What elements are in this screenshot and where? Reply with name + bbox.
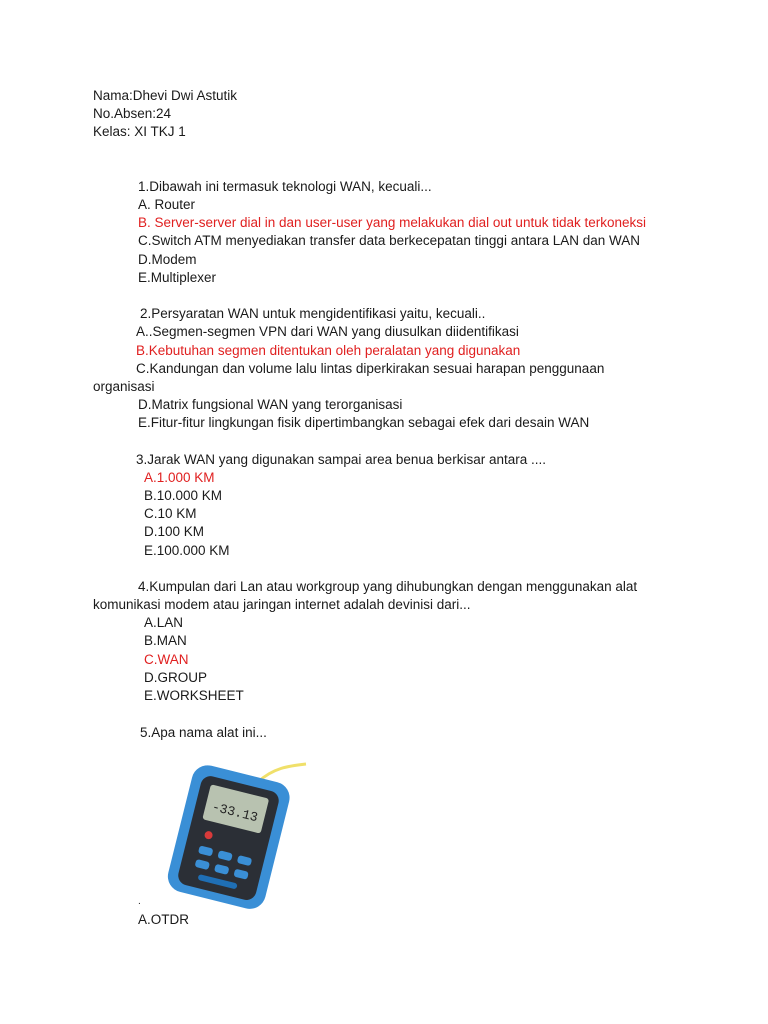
optical-power-meter-image: [148, 760, 308, 910]
q3-option-c: C.10 KM: [144, 506, 197, 521]
q1-option-a: A. Router: [138, 197, 196, 212]
q2-option-d: D.Matrix fungsional WAN yang terorganisasi: [138, 397, 403, 412]
q4-option-d: D.GROUP: [144, 670, 208, 685]
q2-option-c-continued: organisasi: [93, 379, 155, 394]
q3-option-a-answer: A.1.000 KM: [144, 470, 215, 485]
q1-option-b-answer: B. Server-server dial in dan user-user yang melakukan dial out untuk tidak terkoneksi: [138, 215, 647, 230]
q4-option-e: E.WORKSHEET: [144, 688, 244, 703]
q3-question: 3.Jarak WAN yang digunakan sampai area benua berkisar antara ....: [136, 452, 546, 467]
lcd-readout: -33.13: [210, 799, 260, 826]
q1-option-e: E.Multiplexer: [138, 270, 217, 285]
list-bullet: .: [138, 896, 141, 907]
q2-option-c: C.Kandungan dan volume lalu lintas diperkirakan sesuai harapan penggunaan: [136, 361, 605, 376]
q3-option-d: D.100 KM: [144, 524, 205, 539]
q3-option-b: B.10.000 KM: [144, 488, 223, 503]
q2-option-a: A..Segmen-segmen VPN dari WAN yang diusulkan diidentifikasi: [136, 324, 519, 339]
q2-option-e: E.Fitur-fitur lingkungan fisik dipertimbangkan sebagai efek dari desain WAN: [138, 415, 590, 430]
student-class: Kelas: XI TKJ 1: [93, 124, 186, 139]
q5-option-a: A.OTDR: [138, 912, 190, 927]
q4-option-a: A.LAN: [144, 615, 184, 630]
student-absen: No.Absen:24: [93, 106, 172, 121]
q3-option-e: E.100.000 KM: [144, 543, 230, 558]
q2-option-b-answer: B.Kebutuhan segmen ditentukan oleh peralatan yang digunakan: [136, 343, 521, 358]
q4-question-line-1: 4.Kumpulan dari Lan atau workgroup yang dihubungkan dengan menggunakan alat: [138, 579, 638, 594]
q1-option-c: C.Switch ATM menyediakan transfer data berkecepatan tinggi antara LAN dan WAN: [138, 233, 641, 248]
q4-option-c-answer: C.WAN: [144, 652, 189, 667]
q1-option-d: D.Modem: [138, 252, 197, 267]
q5-question: 5.Apa nama alat ini...: [140, 725, 267, 740]
q2-question: 2.Persyaratan WAN untuk mengidentifikasi yaitu, kecuali..: [140, 306, 486, 321]
q4-question-line-2: komunikasi modem atau jaringan internet adalah devinisi dari...: [93, 597, 471, 612]
q1-question: 1.Dibawah ini termasuk teknologi WAN, kecuali...: [138, 179, 432, 194]
student-name: Nama:Dhevi Dwi Astutik: [93, 88, 238, 103]
q4-option-b: B.MAN: [144, 633, 187, 648]
